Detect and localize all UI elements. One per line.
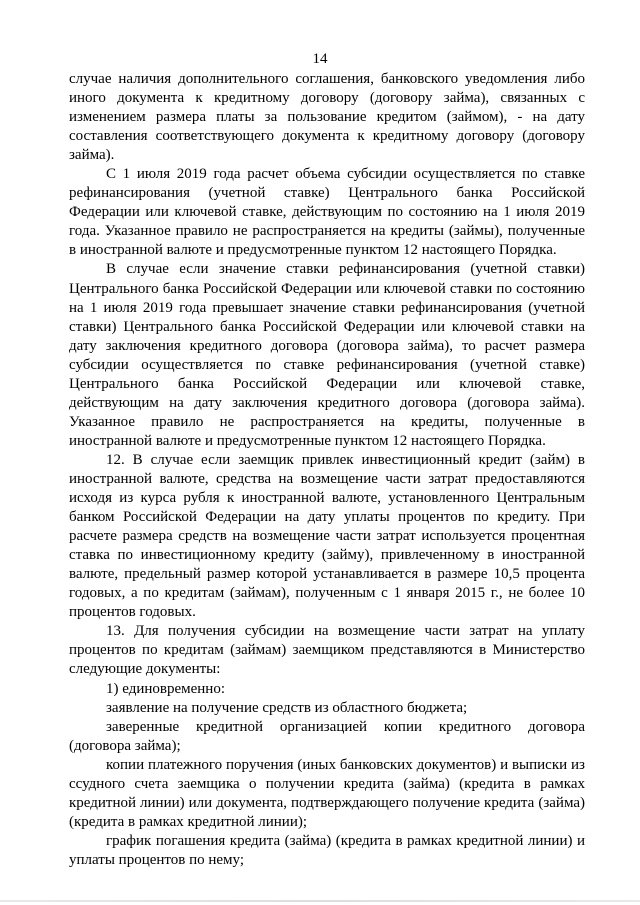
list-item-repayment-schedule: график погашения кредита (займа) (кредита в рамках кредитной линии) и уплаты процентов по нему; xyxy=(69,832,585,868)
list-item-payment-order-copies: копии платежного поручения (иных банковских документов) и выписки из ссудного счета заемщика о получении кредита (займа) (кредита в рамках кредитной линии) или документа, подтверждающего получение кредита (займа) (кредита в рамках кредитной линии); xyxy=(69,756,585,830)
list-item-application: заявление на получение средств из областного бюджета; xyxy=(106,699,468,716)
paragraph-july-2019-rate: С 1 июля 2019 года расчет объема субсидии осуществляется по ставке рефинансирования (учетной ставке) Центрального банка Российской Федерации или ключевой ставке, действующим по состоянию на 1 июля 2019 года. Указанное правило не распространяется на кредиты (займы), полученные в иностранной валюте и предусмотренные пунктом 12 настоящего Порядка. xyxy=(69,166,585,259)
list-item-contract-copies: заверенные кредитной организацией копии кредитного договора (договора займа); xyxy=(69,718,585,754)
list-item-one-time: 1) единовременно: xyxy=(106,680,226,697)
paragraph-continuation: случае наличия дополнительного соглашения, банковского уведомления либо иного документа к кредитному договору (договору займа), связанных с изменением размера платы за пользование кредитом (займом), - на дату составления соответствующего документа к кредитному договору (договору займа). xyxy=(69,71,585,164)
document-body xyxy=(69,70,585,870)
paragraph-clause-13: 13. Для получения субсидии на возмещение части затрат на уплату процентов по кредитам (займам) заемщиком представляются в Министерство следующие документы: xyxy=(69,623,585,678)
page-number: 14 xyxy=(312,51,328,67)
page-bottom-edge xyxy=(0,900,640,902)
paragraph-clause-12: 12. В случае если заемщик привлек инвестиционный кредит (займ) в иностранной валюте, средства на возмещение части затрат предоставляются исходя из курса рубля к иностранной валюте, установленного Центральным банком Российской Федерации на дату уплаты процентов по кредиту. При расчете размера средств на возмещение части затрат используется процентная ставка по инвестиционному кредиту (займу), привлеченному в иностранной валюте, предельный размер которой устанавливается в размере 10,5 процента годовых, а по кредитам (займам), полученным с 1 января 2015 г., не более 10 процентов годовых. xyxy=(69,451,585,621)
paragraph-rate-exceeds: В случае если значение ставки рефинансирования (учетной ставки) Центрального банка Российской Федерации или ключевой ставки по состоянию на 1 июля 2019 года превышает значение ставки рефинансирования (учетной ставки) Центрального банка Российской Федерации или ключевой ставки на дату заключения кредитного договора (договора займа), то расчет размера субсидии осуществляется по ставке рефинансирования (учетной ставке) Центрального банка Российской Федерации или ключевой ставке, действующим на дату заключения кредитного договора (договора займа). Указанное правило не распространяется на кредиты, полученные в иностранной валюте и предусмотренные пунктом 12 настоящего Порядка. xyxy=(69,261,585,449)
